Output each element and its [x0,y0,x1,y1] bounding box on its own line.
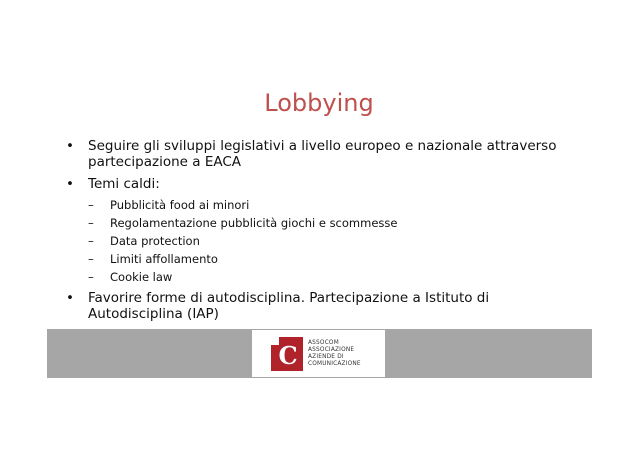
sub-item-text: Limiti affollamento [110,252,218,266]
dash-marker: – [88,252,94,266]
sub-item-text: Cookie law [110,270,173,284]
bullet-item [66,176,586,192]
sub-item-text: Regolamentazione pubblicità giochi e scommesse [110,216,398,230]
logo-letter: C [278,341,298,370]
slide-title: Lobbying [264,89,374,117]
sub-item [88,250,586,268]
bullet-item [66,290,586,322]
bullet-marker: • [66,290,74,306]
sub-item [88,268,586,286]
logo-line: ASSOCOM [308,340,339,346]
sub-list [88,196,586,286]
bullet-text: Seguire gli sviluppi legislativi a livello europeo e nazionale attraverso partecipazione a EACA [88,138,557,170]
dash-marker: – [88,198,94,212]
dash-marker: – [88,270,94,284]
bullet-list [66,138,586,328]
bullet-text: Temi caldi: [88,176,160,192]
bullet-marker: • [66,138,74,154]
logo-wordmark [308,340,361,368]
bullet-text: Favorire forme di autodisciplina. Partecipazione a Istituto di Autodisciplina (IAP) [88,290,490,322]
sub-item-text: Pubblicità food ai minori [110,198,250,212]
assocom-logo [252,330,385,377]
logo-line: COMUNICAZIONE [308,361,361,367]
bullet-item [66,138,586,170]
bullet-marker: • [66,176,74,192]
sub-item [88,214,586,232]
assocom-logo-mark-icon [271,337,303,371]
sub-item [88,232,586,250]
sub-item-text: Data protection [110,234,200,248]
dash-marker: – [88,216,94,230]
logo-line: ASSOCIAZIONE [308,347,355,353]
dash-marker: – [88,234,94,248]
sub-item [88,196,586,214]
logo-line: AZIENDE DI [308,354,344,360]
